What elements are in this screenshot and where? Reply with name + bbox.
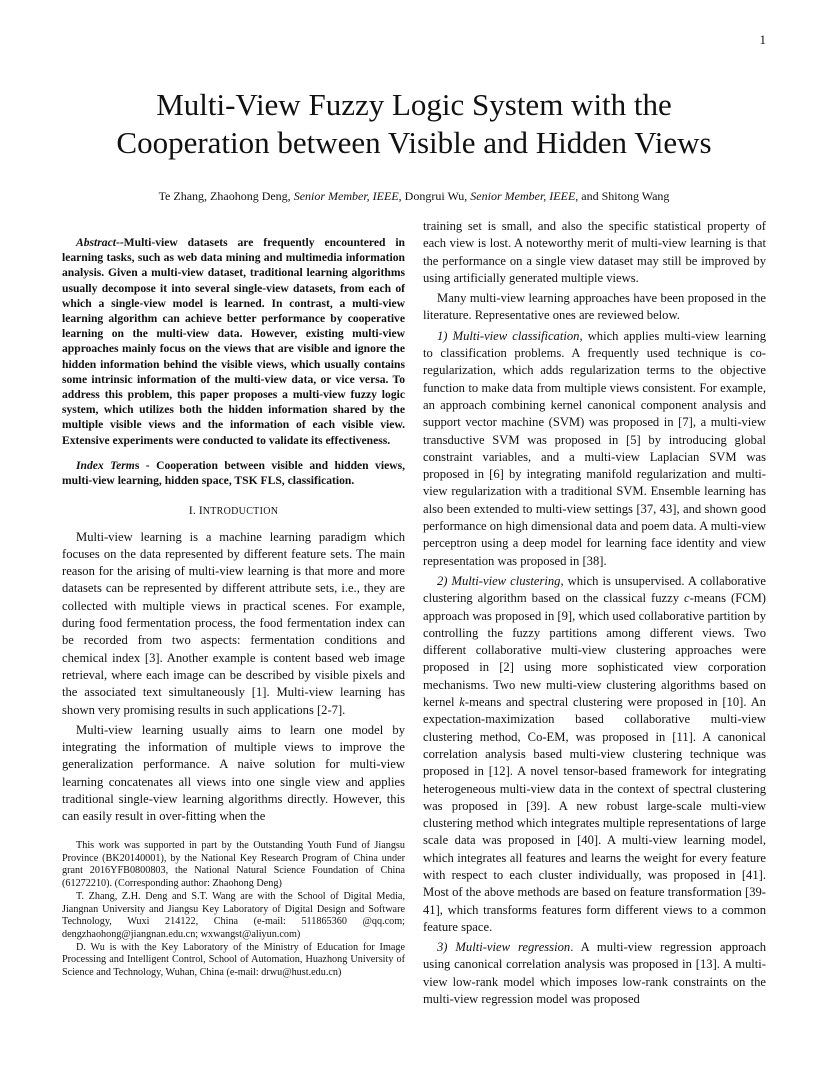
- right-paragraph-continuation: training set is small, and also the specific statistical property of each view is lost. A noteworthy merit of multi-view learning is that the performance on a single view dataset may still be improved by using artificially generated multiple views.: [423, 219, 766, 285]
- right-paragraph-regression: [423, 939, 766, 1008]
- paper-title: [40, 86, 788, 162]
- clustering-heading: 2) Multi-view clustering: [437, 573, 561, 588]
- clustering-k-symbol: k: [459, 695, 465, 710]
- clustering-body-d: -means and spectral clustering were proposed in [10]. An expectation-maximization based collaborative multi-view clustering method, Co-EM, was proposed in [11]. A canonical correlation analysis based multi-view clustering technique was proposed in [12]. A novel tensor-based framework for integrating heterogeneous multi-view data in the context of spectral clustering was proposed in [39]. A new robust large-scale multi-view clustering method which integrates multiple representations of large scale data was proposed in [40]. A multi-view learning model, which integrates all features and learns the weight for every feature with respect to each cluster individually, was proposed in [41]. Most of the above methods are based on feature transformation [39-41], which transforms features form different views to a common feature space.: [423, 695, 766, 934]
- author-role-wu: Senior Member, IEEE: [470, 189, 576, 203]
- section-heading-introduction: [62, 502, 405, 520]
- regression-body: . A multi-view regression approach using canonical correlation analysis was proposed in [13]. A multi-view low-rank model which imposes low-rank constraints on the multi-view regression model was proposed: [423, 940, 766, 1007]
- left-column: [62, 235, 405, 826]
- author-zhang-deng: Te Zhang, Zhaohong Deng,: [158, 189, 294, 203]
- title-line-1: Multi-View Fuzzy Logic System with the: [156, 87, 672, 122]
- right-paragraph-classification: [423, 328, 766, 570]
- index-terms-body: s - Cooperation between visible and hidden views, multi-view learning, hidden space, TSK FLS, classification.: [62, 458, 405, 488]
- right-paragraph-clustering: [423, 573, 766, 936]
- title-line-2: Cooperation between Visible and Hidden Views: [116, 125, 712, 160]
- clustering-body-a: , which is unsupervised. A collaborative clustering algorithm based on the classical fuzzy: [423, 573, 766, 606]
- intro-paragraph-1: Multi-view learning is a machine learning paradigm which focuses on the data represented by different feature sets. The main reason for the arising of multi-view learning is that more and more datasets can be represented by different attribute sets, i.e., they are collected with multiple views in practical scenes. For example, during food fermentation process, the food fermentation index can be recorded from two aspects: fermentation conditions and chemical index [3]. Another example is content based web image retrieval, where each image can be described by visible pixels and the associated text simultaneously [1]. Multi-view learning has shown very promising results in such applications [2-7].: [62, 529, 405, 717]
- author-wu: , Dongrui Wu,: [398, 189, 471, 203]
- index-terms: [62, 458, 405, 488]
- right-paragraph-approaches: Many multi-view learning approaches have been proposed in the literature. Representative ones are reviewed below.: [423, 291, 766, 323]
- classification-body: , which applies multi-view learning to classification problems. A frequently used technique is co-regularization, which adds regularization terms to the objective function to make data from multiple views consistent. For example, an approach combining kernel canonical component analysis and support vector machine (SVM) was proposed in [7], a multi-view transductive SVM was proposed in [5] by introducing global constraint variables, and a multi-view Laplacian SVM was proposed in [6] by integrating manifold regularization and multi-view regularization with a traditional SVM. Ensemble learning has also been extended to multi-view settings [37, 43], and shown good performance on high dimensional data and poem data. A multi-view perceptron using a deep model for learning face identity and view representation was proposed in [38].: [423, 328, 766, 568]
- section-title-rest: NTRODUCTION: [202, 506, 279, 518]
- footnote-affiliation-hust: D. Wu is with the Key Laboratory of the Ministry of Education for Image Processing and Intelligent Control, School of Automation, Huazhong University of Science and Technology, Wuhan, China (e-mail: drwu@hust.edu.cn): [62, 941, 405, 979]
- footnote-funding: This work was supported in part by the Outstanding Youth Fund of Jiangsu Province (BK20140001), by the National Key Research Program of China under grant 2016YFB0800803, the National Natural Science Foundation of China (61272210). (Corresponding author: Zhaohong Deng): [62, 840, 405, 890]
- right-column: [423, 218, 766, 1008]
- footnote-affiliation-jiangnan: T. Zhang, Z.H. Deng and S.T. Wang are with the School of Digital Media, Jiangnan University and Jiangsu Key Laboratory of Digital Design and Software Technology, Wuxi 214122, China (e-mail: 511865360 @qq.com; dengzhaohong@jiangnan.edu.cn; wxwangst@aliyun.com): [62, 890, 405, 940]
- page-number: 1: [759, 32, 766, 47]
- abstract-body: --Multi-view datasets are frequently encountered in learning tasks, such as web data mining and multimedia information analysis. Given a multi-view dataset, traditional learning algorithms usually decompose it into several single-view datasets, from each of which a single-view model is learned. In contrast, a multi-view learning algorithm can achieve better performance by cooperative learning on the multi-view data. However, existing multi-view approaches mainly focus on the views that are visible and ignore the hidden information behind the visible views, which usually contains some intrinsic information of the multi-view data, or vice versa. To address this problem, this paper proposes a multi-view fuzzy logic system, which utilizes both the hidden information shared by the multiple visible views and the information of each visible view. Extensive experiments were conducted to validate its effectiveness.: [62, 236, 405, 447]
- abstract-lead: Abstract: [76, 236, 116, 249]
- clustering-c-symbol: c: [684, 591, 690, 606]
- regression-heading: 3) Multi-view regression: [437, 940, 571, 955]
- author-list: [40, 188, 788, 204]
- author-role-deng: Senior Member, IEEE: [293, 189, 399, 203]
- author-wang: , and Shitong Wang: [575, 189, 670, 203]
- index-terms-lead: Index Term: [76, 458, 135, 472]
- abstract: [62, 235, 405, 448]
- footnotes: [62, 840, 405, 980]
- classification-heading: 1) Multi-view classification: [437, 328, 580, 343]
- section-initial: I: [198, 503, 203, 518]
- section-number: I.: [188, 503, 196, 518]
- clustering-body-b: -means (FCM) approach was proposed in [9], which used collaborative partition by controlling the fuzzy partitions among different views. Two different collaborative multi-view clustering approaches were proposed in [2] using more sophisticated view corporation mechanisms. Two new multi-view clustering algorithms based on kernel: [423, 591, 766, 710]
- intro-paragraph-2: Multi-view learning usually aims to learn one model by integrating the information of multiple views to improve the generalization performance. A naive solution for multi-view learning concatenates all views into one single view and applies traditional single-view learning algorithms directly. However, this can easily result in over-fitting when the: [62, 722, 405, 824]
